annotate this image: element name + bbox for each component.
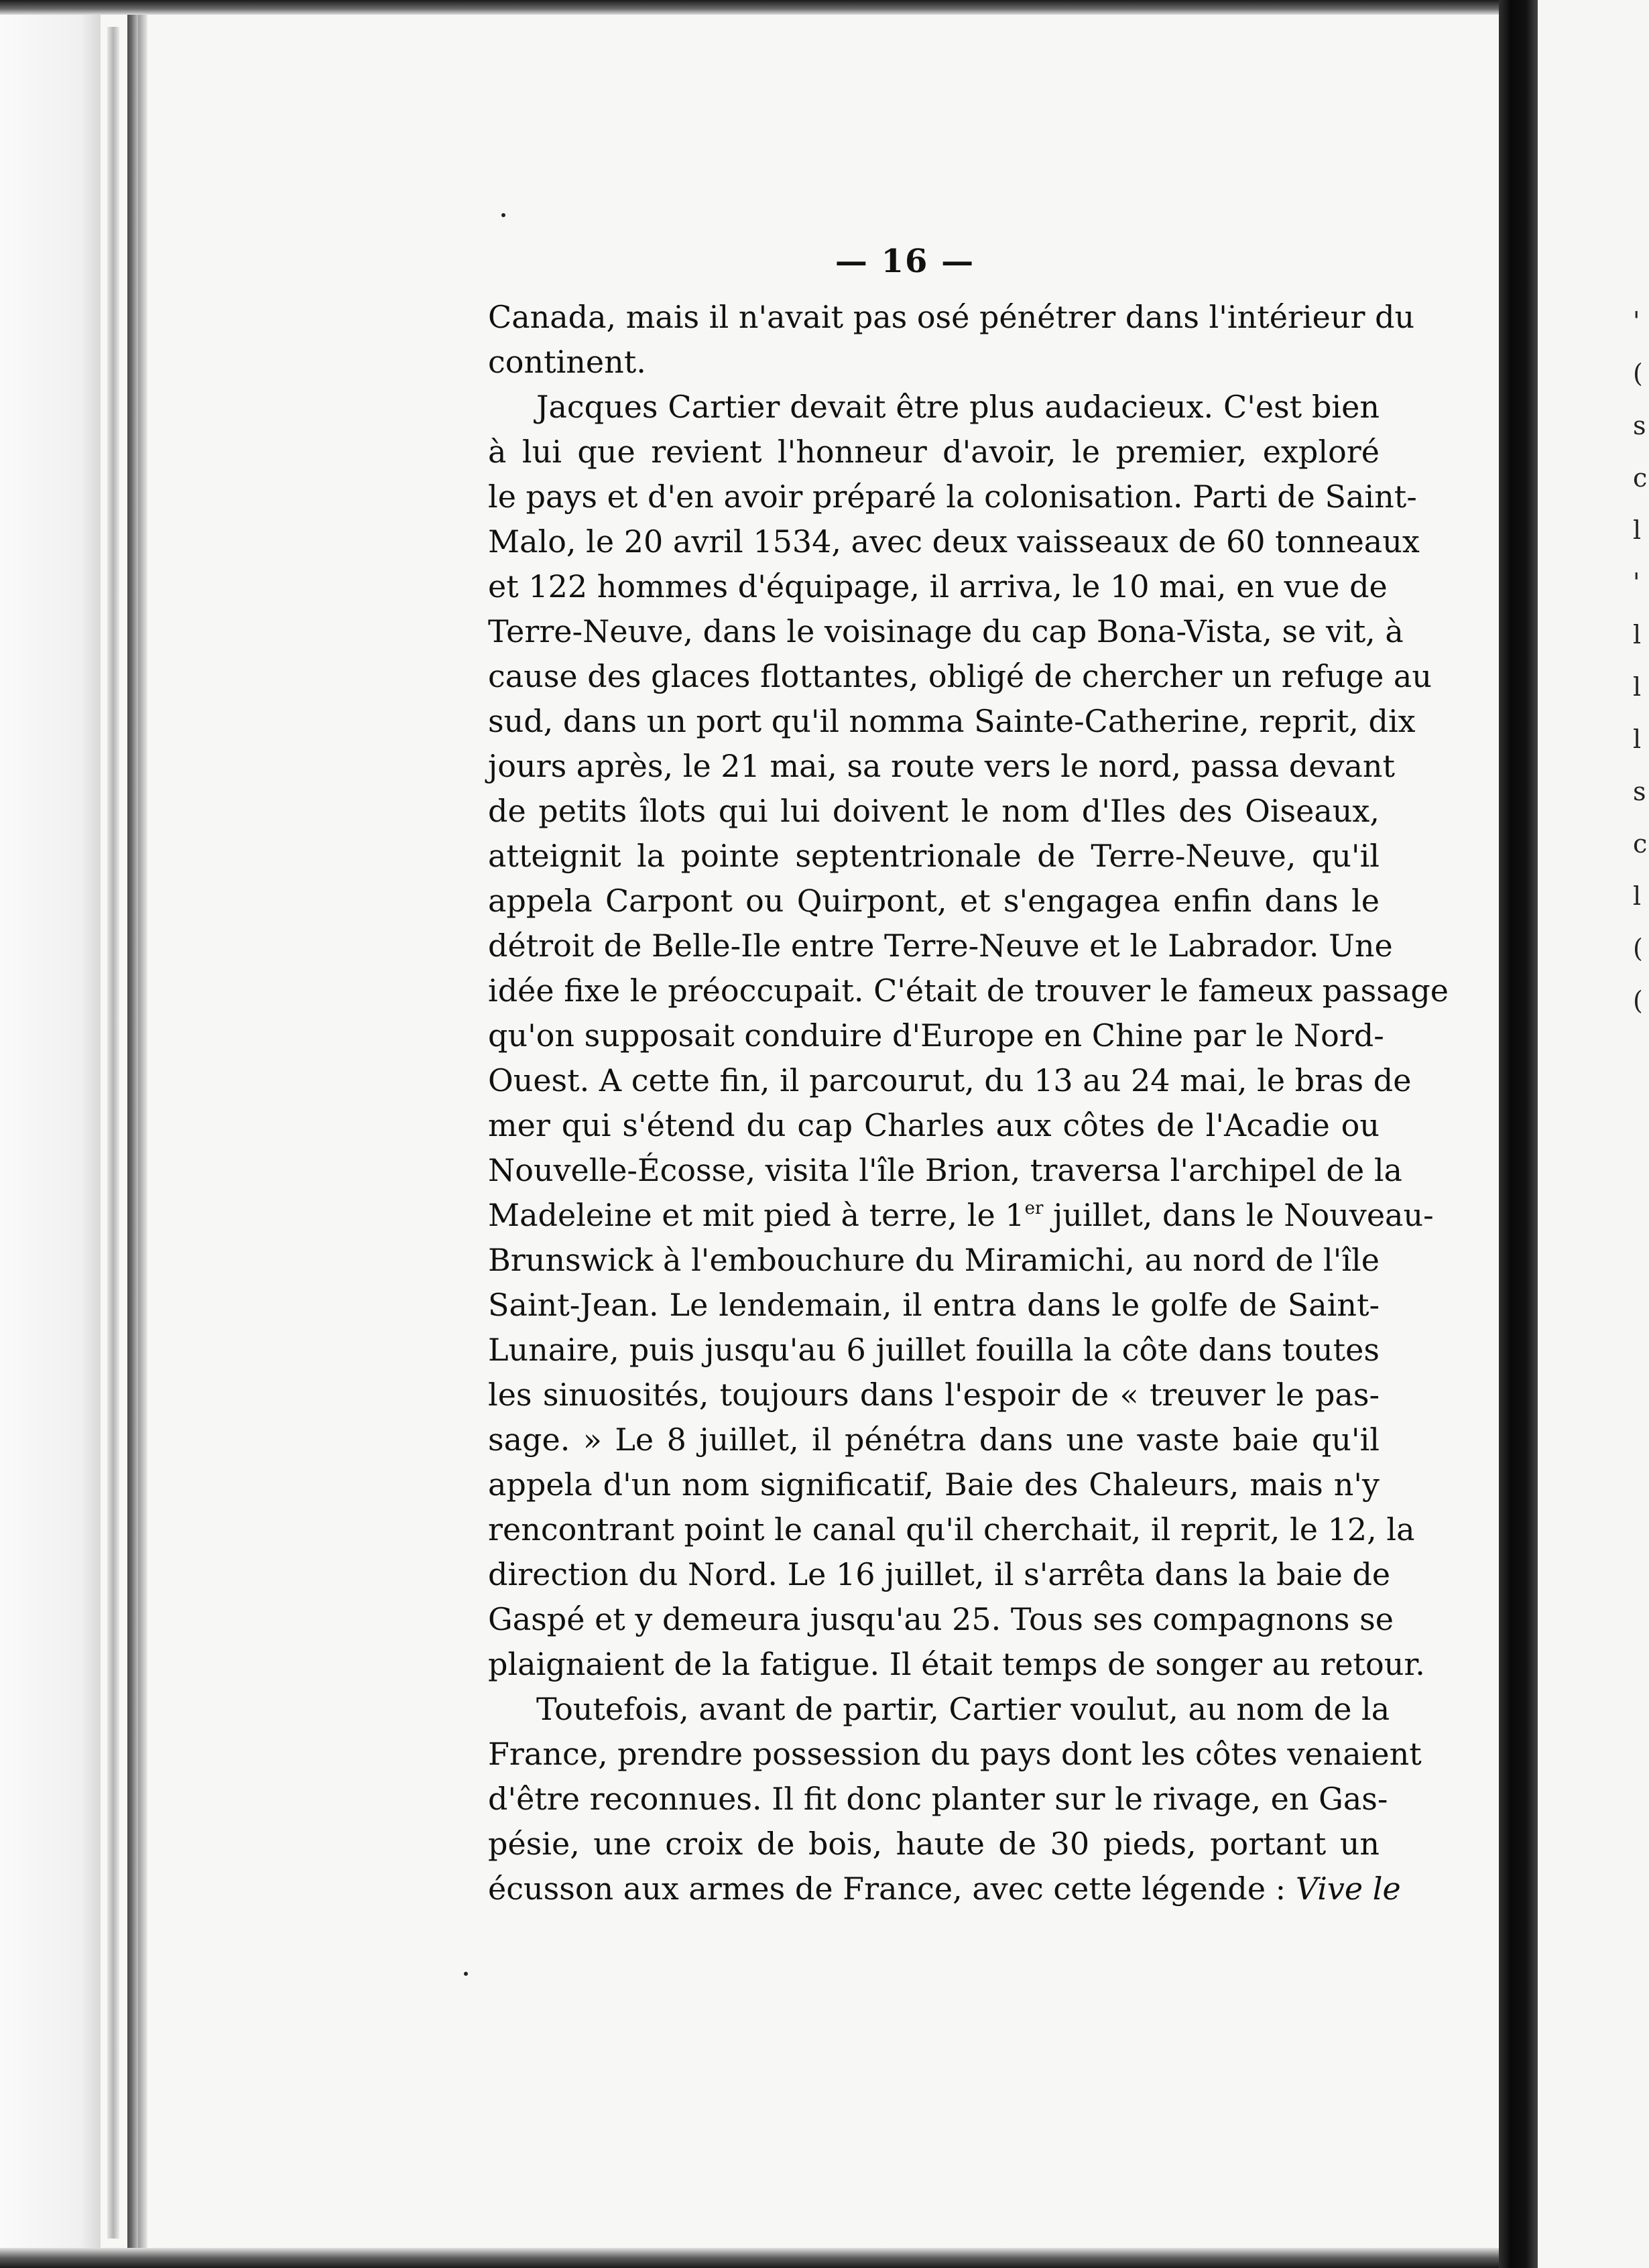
text-line: le pays et d'en avoir préparé la colonisation. Parti de Saint- <box>488 479 1417 515</box>
text-line: plaignaient de la fatigue. Il était temps de songer au retour. <box>488 1646 1425 1682</box>
text-line-tail: juillet, dans le Nouveau- <box>1043 1197 1434 1233</box>
text-line: Terre-Neuve, dans le voisinage du cap Bona-Vista, se vit, à <box>488 613 1404 649</box>
italic-text: Vive le <box>1295 1871 1401 1907</box>
text-line-head: écusson aux armes de France, avec cette légende : <box>488 1871 1296 1907</box>
text-line: mer qui s'étend du cap Charles aux côtes de l'Acadie ou <box>488 1107 1380 1143</box>
text-line: à lui que revient l'honneur d'avoir, le premier, exploré <box>488 434 1380 470</box>
text-line: Saint-Jean. Le lendemain, il entra dans le golfe de Saint- <box>488 1287 1380 1323</box>
text-line: continent. <box>488 344 646 380</box>
text-line: sage. » Le 8 juillet, il pénétra dans une vaste baie qu'il <box>488 1422 1380 1458</box>
bottom-scan-edge <box>0 2248 1649 2268</box>
text-line: d'être reconnues. Il fit donc planter sur le rivage, en Gas- <box>488 1781 1388 1817</box>
text-line: et 122 hommes d'équipage, il arriva, le 10 mai, en vue de <box>488 568 1388 605</box>
text-line: Malo, le 20 avril 1534, avec deux vaisseaux de 60 tonneaux <box>488 523 1420 560</box>
text-line: cause des glaces flottantes, obligé de chercher un refuge au <box>488 658 1432 694</box>
top-scan-edge <box>0 0 1649 15</box>
left-binding-highlight <box>138 13 147 2252</box>
text-line: France, prendre possession du pays dont les côtes venaient <box>488 1736 1422 1772</box>
page-number: — 16 — <box>835 243 975 280</box>
text-line: Jacques Cartier devait être plus audacieux. C'est bien <box>536 389 1380 425</box>
text-line: Gaspé et y demeura jusqu'au 25. Tous ses compagnons se <box>488 1601 1394 1637</box>
text-line: Nouvelle-Écosse, visita l'île Brion, traversa l'archipel de la <box>488 1152 1402 1188</box>
text-line <box>488 1193 1434 1238</box>
gutter-shadow <box>1499 0 1538 2268</box>
text-line: pésie, une croix de bois, haute de 30 pieds, portant un <box>488 1826 1380 1862</box>
text-line: Brunswick à l'embouchure du Miramichi, au nord de l'île <box>488 1242 1380 1278</box>
text-line: Ouest. A cette fin, il parcourut, du 13 au 24 mai, le bras de <box>488 1062 1412 1098</box>
text-line: direction du Nord. Le 16 juillet, il s'arrêta dans la baie de <box>488 1556 1391 1592</box>
text-line: rencontrant point le canal qu'il cherchait, il reprit, le 12, la <box>488 1511 1415 1548</box>
text-line: jours après, le 21 mai, sa route vers le nord, passa devant <box>488 748 1396 784</box>
text-line: détroit de Belle-Ile entre Terre-Neuve et le Labrador. Une <box>488 928 1393 964</box>
text-line: sud, dans un port qu'il nomma Sainte-Catherine, reprit, dix <box>488 703 1416 739</box>
text-line-head: Madeleine et mit pied à terre, le 1 <box>488 1197 1025 1233</box>
left-margin-shadow <box>0 0 101 2268</box>
text-line: Canada, mais il n'avait pas osé pénétrer dans l'intérieur du <box>488 299 1415 335</box>
text-line: qu'on supposait conduire d'Europe en Chine par le Nord- <box>488 1017 1384 1054</box>
text-line: de petits îlots qui lui doivent le nom d'Iles des Oiseaux, <box>488 793 1380 829</box>
body-text <box>488 295 1449 1911</box>
text-line: Lunaire, puis jusqu'au 6 juillet fouilla la côte dans toutes <box>488 1332 1380 1368</box>
text-line: les sinuosités, toujours dans l'espoir de « treuver le pas- <box>488 1377 1380 1413</box>
superscript: er <box>1024 1198 1044 1218</box>
text-line <box>488 1867 1401 1911</box>
text-line: Toutefois, avant de partir, Cartier voulut, au nom de la <box>536 1691 1390 1727</box>
text-line: appela d'un nom significatif, Baie des Chaleurs, mais n'y <box>488 1466 1380 1503</box>
text-line: atteignit la pointe septentrionale de Terre-Neuve, qu'il <box>488 838 1380 874</box>
left-page-edge <box>107 27 119 2239</box>
text-line: idée fixe le préoccupait. C'était de trouver le fameux passage <box>488 972 1449 1009</box>
scan-speck <box>464 1972 468 1976</box>
scan-speck <box>501 213 505 217</box>
text-line: appela Carpont ou Quirpont, et s'engagea enfin dans le <box>488 883 1380 919</box>
left-binding-shadow <box>127 13 138 2252</box>
facing-page-letters: ' ( s c l ' l l l s c l ( ( <box>1633 306 1648 1015</box>
